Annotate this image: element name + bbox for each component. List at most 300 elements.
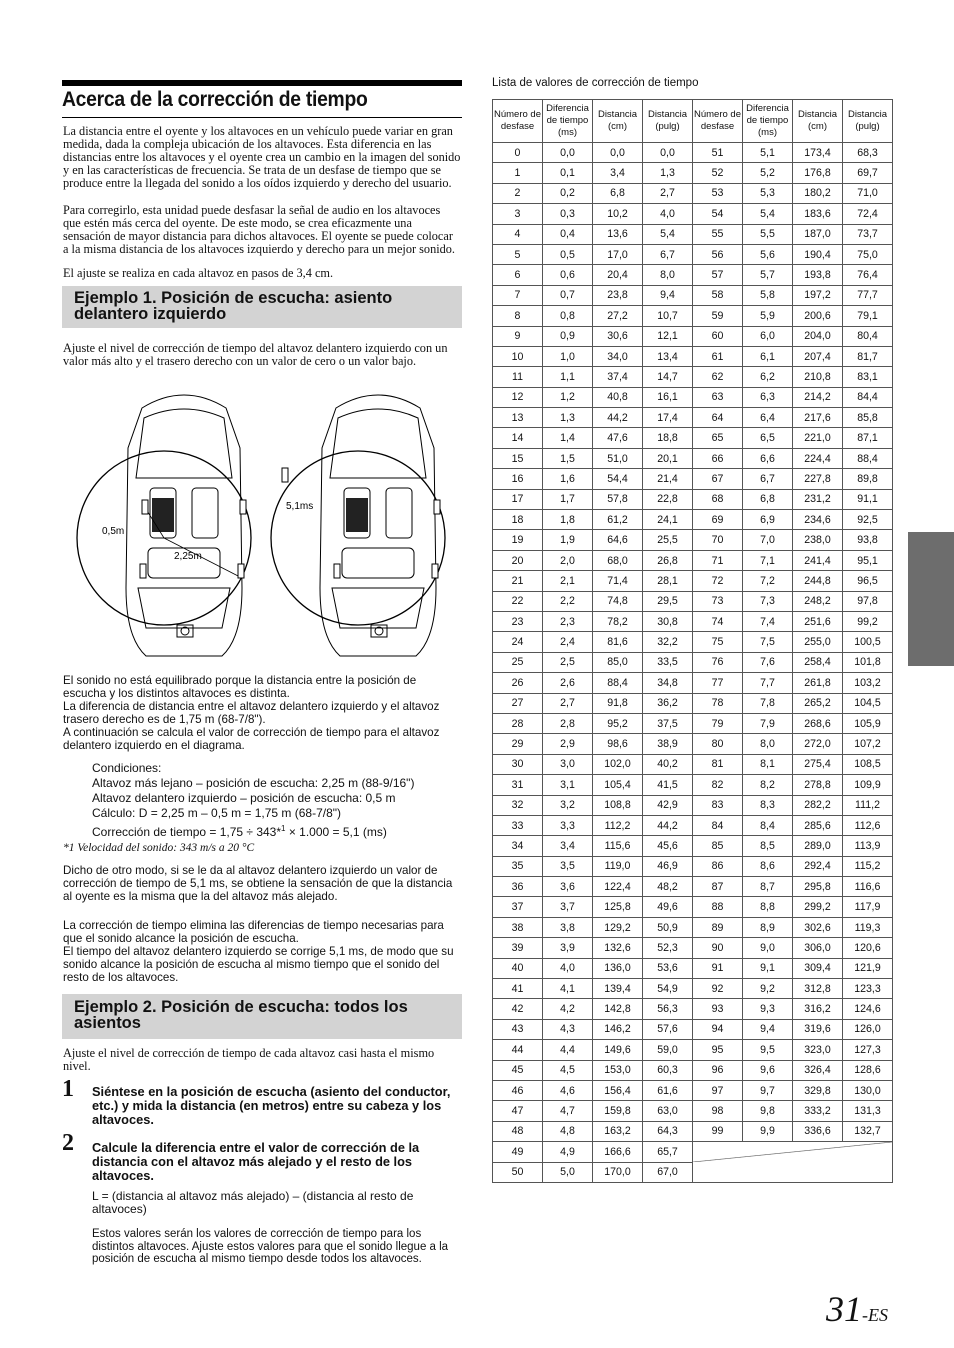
table-cell: 3,9 (543, 938, 593, 958)
table-cell: 54,9 (643, 979, 693, 999)
table-cell: 108,5 (843, 754, 893, 774)
table-cell: 103,2 (843, 673, 893, 693)
listener-seat-right (346, 498, 368, 532)
table-cell: 1,7 (543, 489, 593, 509)
table-cell: 82 (693, 775, 743, 795)
condition-line-4b: × 1.000 = 5,1 (ms) (285, 825, 387, 839)
table-cell: 8,0 (643, 265, 693, 285)
table-cell: 35 (493, 856, 543, 876)
table-cell: 258,4 (793, 652, 843, 672)
table-cell: 1,1 (543, 367, 593, 387)
table-cell: 336,6 (793, 1121, 843, 1141)
table-cell: 302,6 (793, 917, 843, 937)
empty-cell-diagonal (693, 1142, 893, 1183)
table-cell: 96 (693, 1060, 743, 1080)
table-cell: 306,0 (793, 938, 843, 958)
section-side-tab (908, 532, 954, 666)
intro-paragraph-2: Para corregirlo, esta unidad puede desfasar la señal de audio en los altavoces que estén más cerca del oyente. De este modo, se crea eficazmente una sensación de mayor distancia para dichos altavoces. El oyente se puede colocar a la misma distancia de los altavoces izquierdo y derecho para un mejor sonido. (63, 203, 456, 256)
table-cell: 17,0 (593, 244, 643, 264)
table-cell: 3,4 (543, 836, 593, 856)
table-cell: 75 (693, 632, 743, 652)
intro-paragraph-3: El ajuste se realiza en cada altavoz en pasos de 3,4 cm. (63, 266, 334, 280)
table-cell: 88,4 (843, 448, 893, 468)
condition-line-2: Altavoz delantero izquierdo – posición de escucha: 0,5 m (92, 791, 396, 805)
table-cell: 6 (493, 265, 543, 285)
table-cell: 30,6 (593, 326, 643, 346)
table-cell: 221,0 (793, 428, 843, 448)
table-cell: 9,9 (743, 1121, 793, 1141)
table-cell: 112,6 (843, 815, 893, 835)
table-cell: 92,5 (843, 510, 893, 530)
table-row (493, 673, 893, 693)
table-row (493, 163, 893, 183)
example1-heading: Ejemplo 1. Posición de escucha: asiento delantero izquierdo (74, 289, 393, 323)
page-number (826, 1288, 888, 1330)
table-cell: 80 (693, 734, 743, 754)
table-cell: 130,0 (843, 1080, 893, 1100)
table-cell: 6,1 (743, 346, 793, 366)
table-cell: 22,8 (643, 489, 693, 509)
table-cell: 19 (493, 530, 543, 550)
table-cell: 85,0 (593, 652, 643, 672)
table-cell: 299,2 (793, 897, 843, 917)
table-cell: 92 (693, 979, 743, 999)
table-cell: 176,8 (793, 163, 843, 183)
table-cell: 319,6 (793, 1019, 843, 1039)
paragraph-b: La corrección de tiempo elimina las diferencias de tiempo necesarias para que el sonido alcance la posición de escucha. (63, 919, 444, 945)
table-cell: 34,8 (643, 673, 693, 693)
table-cell: 90 (693, 938, 743, 958)
table-cell: 88,4 (593, 673, 643, 693)
table-cell: 261,8 (793, 673, 843, 693)
table-cell: 248,2 (793, 591, 843, 611)
table-cell: 1,2 (543, 387, 593, 407)
after-diagram-text: El sonido no está equilibrado porque la distancia entre la posición de escucha y los distintos altavoces es distinta. (63, 674, 417, 700)
table-cell: 61 (693, 346, 743, 366)
table-cell: 95,1 (843, 550, 893, 570)
table-cell: 136,0 (593, 958, 643, 978)
step2-note: Estos valores serán los valores de corrección de tiempo para los distintos altavoces. Ajuste estos valores para que el sonido llegue a la posición de escucha al mismo tiempo desde todos los altavoces. (92, 1228, 449, 1265)
table-row (493, 346, 893, 366)
table-cell: 5,2 (743, 163, 793, 183)
table-cell: 0,3 (543, 204, 593, 224)
table-cell: 49 (493, 1142, 543, 1162)
table-cell: 204,0 (793, 326, 843, 346)
table-cell: 9,4 (743, 1019, 793, 1039)
table-cell: 0,4 (543, 224, 593, 244)
table-cell: 10,7 (643, 306, 693, 326)
table-cell: 4,0 (543, 958, 593, 978)
step2-number: 2 (62, 1130, 74, 1156)
table-cell: 132,7 (843, 1121, 893, 1141)
table-cell: 3,2 (543, 795, 593, 815)
table-cell: 6,2 (743, 367, 793, 387)
table-cell: 15 (493, 448, 543, 468)
table-cell: 95,2 (593, 713, 643, 733)
table-cell: 6,7 (643, 244, 693, 264)
table-cell: 81,7 (843, 346, 893, 366)
table-cell: 119,0 (593, 856, 643, 876)
table-cell: 11 (493, 367, 543, 387)
table-cell: 37,4 (593, 367, 643, 387)
table-cell: 4,0 (643, 204, 693, 224)
table-cell: 3,7 (543, 897, 593, 917)
table-cell: 278,8 (793, 775, 843, 795)
table-cell: 23 (493, 611, 543, 631)
table-cell: 50,9 (643, 917, 693, 937)
table-row (493, 815, 893, 835)
table-cell: 214,2 (793, 387, 843, 407)
table-cell: 132,6 (593, 938, 643, 958)
table-cell: 4,4 (543, 1040, 593, 1060)
table-cell: 54 (693, 204, 743, 224)
table-cell: 8,4 (743, 815, 793, 835)
table-cell: 75,0 (843, 244, 893, 264)
table-cell: 63 (693, 387, 743, 407)
table-cell: 3,3 (543, 815, 593, 835)
table-cell: 22 (493, 591, 543, 611)
table-cell: 170,0 (593, 1162, 643, 1182)
table-cell: 16,1 (643, 387, 693, 407)
table-row (493, 326, 893, 346)
table-cell: 27,2 (593, 306, 643, 326)
table-row (493, 754, 893, 774)
table-cell: 153,0 (593, 1060, 643, 1080)
table-row (493, 244, 893, 264)
table-row (493, 897, 893, 917)
table-cell: 85 (693, 836, 743, 856)
table-cell: 10 (493, 346, 543, 366)
table-cell: 38 (493, 917, 543, 937)
table-cell: 7,2 (743, 571, 793, 591)
table-cell: 8,0 (743, 734, 793, 754)
table-cell: 120,6 (843, 938, 893, 958)
table-cell: 139,4 (593, 979, 643, 999)
table-cell: 77 (693, 673, 743, 693)
table-cell: 105,9 (843, 713, 893, 733)
table-cell: 0,1 (543, 163, 593, 183)
page-number-value: 31 (826, 1289, 862, 1329)
table-cell: 127,3 (843, 1040, 893, 1060)
table-cell: 187,0 (793, 224, 843, 244)
table-cell: 197,2 (793, 285, 843, 305)
table-row (493, 571, 893, 591)
table-cell: 53 (693, 183, 743, 203)
table-cell: 77,7 (843, 285, 893, 305)
table-cell: 12 (493, 387, 543, 407)
table-cell: 4,8 (543, 1121, 593, 1141)
table-cell: 180,2 (793, 183, 843, 203)
table-cell: 46,9 (643, 856, 693, 876)
table-row (493, 143, 893, 163)
table-cell: 2,7 (643, 183, 693, 203)
table-cell: 5,8 (743, 285, 793, 305)
table-cell: 18,8 (643, 428, 693, 448)
step1-number: 1 (62, 1076, 74, 1102)
header-offset-2: Número de desfase (693, 100, 743, 143)
table-cell: 7,7 (743, 673, 793, 693)
table-cell: 163,2 (593, 1121, 643, 1141)
table-cell: 49,6 (643, 897, 693, 917)
table-cell: 255,0 (793, 632, 843, 652)
table-cell: 146,2 (593, 1019, 643, 1039)
intro-paragraph: La distancia entre el oyente y los altavoces en un vehículo puede variar en gran medida, dada la compleja ubicación de los altavoces. Esta diferencia en las distancias entre los altavoces y el oyente crea un cambio en la imagen del sonido y en las características de frecuencia. Se trata de un desfase de tiempo que se produce entre la llegada del sonido a los oídos izquierdo y derecho del usuario. (63, 124, 461, 190)
example1-text: Ajuste el nivel de corrección de tiempo del altavoz delantero izquierdo con un valor más alto y el trasero derecho con un valor de cero o un valor bajo. (63, 341, 448, 368)
table-row (493, 183, 893, 203)
table-cell: 129,2 (593, 917, 643, 937)
table-cell: 21,4 (643, 469, 693, 489)
table-cell: 89,8 (843, 469, 893, 489)
table-cell: 0,8 (543, 306, 593, 326)
table-cell: 224,4 (793, 448, 843, 468)
table-cell: 72 (693, 571, 743, 591)
table-row (493, 387, 893, 407)
table-row (493, 1019, 893, 1039)
formula: L = (distancia al altavoz más alejado) – (distancia al resto de altavoces) (92, 1189, 414, 1216)
car-left (126, 395, 242, 656)
table-cell: 81 (693, 754, 743, 774)
table-cell: 2,0 (543, 550, 593, 570)
table-cell: 200,6 (793, 306, 843, 326)
table-cell: 0,7 (543, 285, 593, 305)
table-cell: 44 (493, 1040, 543, 1060)
table-cell: 5,6 (743, 244, 793, 264)
table-cell: 28 (493, 713, 543, 733)
table-cell: 7,9 (743, 713, 793, 733)
table-cell: 4,6 (543, 1080, 593, 1100)
table-cell: 227,8 (793, 469, 843, 489)
table-cell: 74,8 (593, 591, 643, 611)
table-cell: 0,2 (543, 183, 593, 203)
table-cell: 55 (693, 224, 743, 244)
table-cell: 81,6 (593, 632, 643, 652)
example1-heading-band (62, 286, 462, 328)
table-cell: 37 (493, 897, 543, 917)
table-cell: 100,5 (843, 632, 893, 652)
table-cell: 56 (693, 244, 743, 264)
table-cell: 68 (693, 489, 743, 509)
table-cell: 329,8 (793, 1080, 843, 1100)
header-in-1: Distancia (pulg) (643, 100, 693, 143)
table-cell: 76 (693, 652, 743, 672)
table-cell: 234,6 (793, 510, 843, 530)
table-cell: 2,2 (543, 591, 593, 611)
table-cell: 7,0 (743, 530, 793, 550)
table-row (493, 979, 893, 999)
table-cell: 28,1 (643, 571, 693, 591)
table-cell: 24,1 (643, 510, 693, 530)
condition-line-4a: Corrección de tiempo = 1,75 ÷ 343* (92, 825, 282, 839)
table-cell: 5,1 (743, 143, 793, 163)
table-cell: 58 (693, 285, 743, 305)
table-cell: 193,8 (793, 265, 843, 285)
table-row (493, 1040, 893, 1060)
table-cell: 115,6 (593, 836, 643, 856)
page-number-suffix: -ES (862, 1305, 888, 1325)
table-cell: 93,8 (843, 530, 893, 550)
table-cell: 51,0 (593, 448, 643, 468)
table-cell: 42 (493, 999, 543, 1019)
table-cell: 309,4 (793, 958, 843, 978)
table-row (493, 510, 893, 530)
table-cell: 48,2 (643, 877, 693, 897)
table-cell: 41 (493, 979, 543, 999)
table-cell: 68,0 (593, 550, 643, 570)
table-cell: 3,4 (593, 163, 643, 183)
table-cell: 31 (493, 775, 543, 795)
table-cell: 142,8 (593, 999, 643, 1019)
table-cell: 33 (493, 815, 543, 835)
table-cell: 94 (693, 1019, 743, 1039)
table-cell: 91 (693, 958, 743, 978)
table-cell: 79,1 (843, 306, 893, 326)
table-cell: 6,6 (743, 448, 793, 468)
table-row (493, 958, 893, 978)
example2-text: Ajuste el nivel de corrección de tiempo de cada altavoz casi hasta el mismo nivel. (63, 1046, 435, 1073)
example2-heading-band (62, 994, 462, 1039)
table-cell: 159,8 (593, 1101, 643, 1121)
table-cell: 64,3 (643, 1121, 693, 1141)
condition-line-3: Cálculo: D = 2,25 m – 0,5 m = 1,75 m (68-7/8") (92, 806, 342, 820)
table-row (493, 938, 893, 958)
table-cell: 7,4 (743, 611, 793, 631)
table-cell: 122,4 (593, 877, 643, 897)
table-cell: 39 (493, 938, 543, 958)
car-listening-diagram (72, 388, 462, 668)
table-cell: 217,6 (793, 408, 843, 428)
table-cell: 4 (493, 224, 543, 244)
table-caption: Lista de valores de corrección de tiempo (492, 77, 699, 89)
table-cell: 116,6 (843, 877, 893, 897)
table-cell: 57,6 (643, 1019, 693, 1039)
table-cell: 125,8 (593, 897, 643, 917)
table-cell: 210,8 (793, 367, 843, 387)
table-cell: 91,8 (593, 693, 643, 713)
table-cell: 128,6 (843, 1060, 893, 1080)
table-row (493, 530, 893, 550)
table-cell: 20 (493, 550, 543, 570)
table-cell: 29 (493, 734, 543, 754)
table-cell: 27 (493, 693, 543, 713)
table-cell: 275,4 (793, 754, 843, 774)
table-cell: 6,3 (743, 387, 793, 407)
table-cell: 71,4 (593, 571, 643, 591)
table-cell: 8,2 (743, 775, 793, 795)
table-cell: 2,1 (543, 571, 593, 591)
table-cell: 61,2 (593, 510, 643, 530)
table-row (493, 367, 893, 387)
table-cell: 326,4 (793, 1060, 843, 1080)
table-cell: 14 (493, 428, 543, 448)
header-time-2: Diferencia de tiempo (ms) (743, 100, 793, 143)
table-cell: 13,4 (643, 346, 693, 366)
table-cell: 25,5 (643, 530, 693, 550)
table-cell: 156,4 (593, 1080, 643, 1100)
table-cell: 9,0 (743, 938, 793, 958)
table-row (493, 917, 893, 937)
table-cell: 173,4 (793, 143, 843, 163)
table-cell: 1,6 (543, 469, 593, 489)
step1-text: Siéntese en la posición de escucha (asiento del conductor, etc.) y mida la distancia (en metros) entre su cabeza y los altavoces. (92, 1084, 451, 1127)
table-cell: 2,6 (543, 673, 593, 693)
table-cell: 9,1 (743, 958, 793, 978)
table-cell: 104,5 (843, 693, 893, 713)
table-cell: 238,0 (793, 530, 843, 550)
table-cell: 316,2 (793, 999, 843, 1019)
table-cell: 61,6 (643, 1080, 693, 1100)
table-cell: 25 (493, 652, 543, 672)
table-cell: 244,8 (793, 571, 843, 591)
table-cell: 8,3 (743, 795, 793, 815)
table-cell: 7,8 (743, 693, 793, 713)
table-cell: 56,3 (643, 999, 693, 1019)
table-cell: 6,8 (593, 183, 643, 203)
table-cell: 7,6 (743, 652, 793, 672)
table-cell: 1,3 (543, 408, 593, 428)
table-cell: 251,6 (793, 611, 843, 631)
table-cell: 5,5 (743, 224, 793, 244)
table-cell: 0,0 (643, 143, 693, 163)
table-cell: 4,5 (543, 1060, 593, 1080)
table-cell: 72,4 (843, 204, 893, 224)
table-row (493, 408, 893, 428)
table-cell: 1,0 (543, 346, 593, 366)
table-cell: 84,4 (843, 387, 893, 407)
table-cell: 99 (693, 1121, 743, 1141)
table-cell: 20,4 (593, 265, 643, 285)
table-cell: 105,4 (593, 775, 643, 795)
table-cell: 265,2 (793, 693, 843, 713)
table-row (493, 856, 893, 876)
table-cell: 29,5 (643, 591, 693, 611)
table-cell: 69,7 (843, 163, 893, 183)
table-cell: 60 (693, 326, 743, 346)
table-cell: 6,9 (743, 510, 793, 530)
table-cell: 85,8 (843, 408, 893, 428)
conditions-block (92, 761, 462, 840)
table-cell: 295,8 (793, 877, 843, 897)
table-cell: 5 (493, 244, 543, 264)
table-cell: 68,3 (843, 143, 893, 163)
table-cell: 124,6 (843, 999, 893, 1019)
table-row (493, 448, 893, 468)
table-cell: 40,2 (643, 754, 693, 774)
table-cell: 47,6 (593, 428, 643, 448)
table-cell: 9,6 (743, 1060, 793, 1080)
table-cell: 101,8 (843, 652, 893, 672)
table-cell: 74 (693, 611, 743, 631)
table-cell: 1,3 (643, 163, 693, 183)
table-cell: 6,0 (743, 326, 793, 346)
table-cell: 4,3 (543, 1019, 593, 1039)
table-cell: 3 (493, 204, 543, 224)
table-row (493, 652, 893, 672)
table-cell: 52 (693, 163, 743, 183)
table-row (493, 204, 893, 224)
table-cell: 0,6 (543, 265, 593, 285)
table-cell: 1,9 (543, 530, 593, 550)
table-cell: 2 (493, 183, 543, 203)
table-cell: 79 (693, 713, 743, 733)
table-cell: 3,5 (543, 856, 593, 876)
table-cell: 13 (493, 408, 543, 428)
table-row (493, 1121, 893, 1141)
table-cell: 268,6 (793, 713, 843, 733)
title-bottom-rule (62, 117, 462, 118)
table-cell: 117,9 (843, 897, 893, 917)
label-near-distance: 0,5m (102, 526, 125, 537)
table-row (493, 224, 893, 244)
